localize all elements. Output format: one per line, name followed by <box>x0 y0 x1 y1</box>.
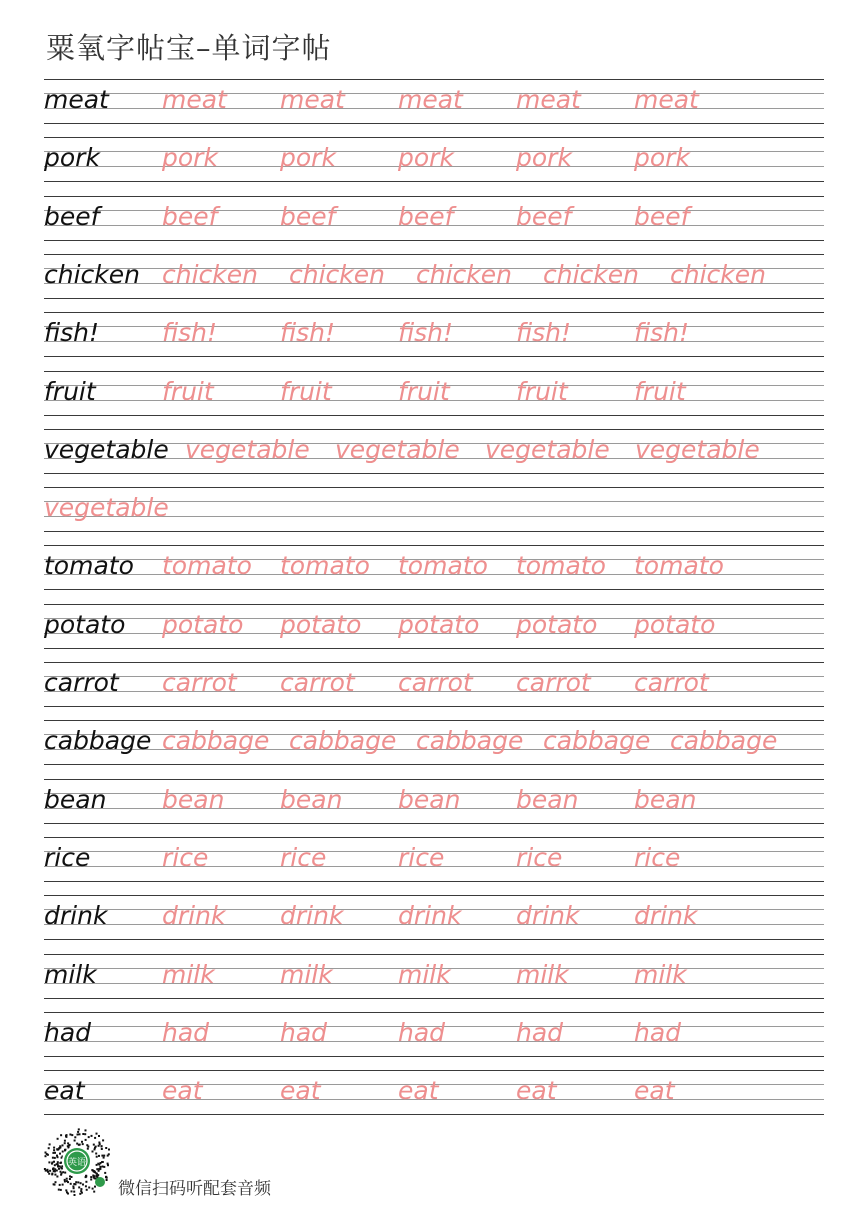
trace-word: had <box>162 1017 210 1047</box>
trace-word: chicken <box>162 259 258 289</box>
model-word: fruit <box>44 376 96 406</box>
practice-row <box>0 254 868 312</box>
trace-word: carrot <box>280 668 355 697</box>
guide-line <box>44 312 824 313</box>
trace-word: had <box>280 1017 328 1047</box>
trace-word: rice <box>280 842 327 872</box>
trace-word: chicken <box>289 259 385 289</box>
model-word: bean <box>44 784 107 814</box>
guide-line <box>44 196 824 197</box>
guide-line <box>44 954 824 955</box>
trace-word: drink <box>398 901 462 931</box>
practice-row <box>0 662 868 720</box>
practice-row <box>0 312 868 370</box>
practice-row <box>0 487 868 545</box>
trace-word: milk <box>398 959 451 989</box>
trace-word: vegetable <box>335 434 460 464</box>
trace-word: chicken <box>416 259 512 289</box>
practice-row <box>0 895 868 953</box>
guide-line <box>44 895 824 896</box>
trace-word: milk <box>634 959 687 989</box>
qr-badge-label: 英语 <box>67 1158 87 1168</box>
trace-word: pork <box>634 143 690 173</box>
trace-word: tomato <box>162 551 252 581</box>
practice-row <box>0 79 868 137</box>
guide-line <box>44 823 824 824</box>
trace-word: cabbage <box>543 726 651 756</box>
trace-word: beef <box>516 201 572 231</box>
trace-word: fruit <box>162 376 214 406</box>
trace-word: eat <box>398 1076 439 1106</box>
guide-line <box>44 181 824 182</box>
trace-word: rice <box>634 842 681 872</box>
trace-word: fruit <box>634 376 686 406</box>
model-word: meat <box>44 85 109 114</box>
trace-word: drink <box>280 901 344 931</box>
guide-line <box>44 589 824 590</box>
trace-word: pork <box>398 143 454 173</box>
trace-word: bean <box>516 784 579 814</box>
trace-word: bean <box>280 784 343 814</box>
practice-row <box>0 1012 868 1070</box>
trace-word: eat <box>516 1076 557 1106</box>
trace-word: drink <box>162 901 226 931</box>
guide-line <box>44 473 824 474</box>
trace-word: meat <box>280 85 345 114</box>
model-word: had <box>44 1017 92 1047</box>
trace-word: meat <box>398 85 463 114</box>
trace-word: beef <box>634 201 690 231</box>
trace-word: drink <box>516 901 580 931</box>
practice-row <box>0 1070 868 1128</box>
practice-row <box>0 429 868 487</box>
trace-word: vegetable <box>44 493 169 523</box>
guide-line <box>44 779 824 780</box>
guide-line <box>44 1056 824 1057</box>
trace-word: milk <box>280 959 333 989</box>
guide-line <box>44 545 824 546</box>
model-word: eat <box>44 1076 85 1106</box>
trace-word: carrot <box>516 668 591 697</box>
trace-word: bean <box>162 784 225 814</box>
guide-line <box>44 720 824 721</box>
trace-word: pork <box>162 143 218 173</box>
model-word: carrot <box>44 668 119 697</box>
trace-word: meat <box>162 85 227 114</box>
scan-caption: 微信扫码听配套音频 <box>118 1179 271 1199</box>
trace-word: cabbage <box>289 726 397 756</box>
trace-word: cabbage <box>670 726 778 756</box>
trace-word: beef <box>280 201 336 231</box>
trace-word: fish! <box>634 318 690 348</box>
guide-line <box>44 429 824 430</box>
trace-word: fruit <box>398 376 450 406</box>
guide-line <box>44 356 824 357</box>
practice-row <box>0 545 868 603</box>
model-word: potato <box>44 609 126 639</box>
trace-word: milk <box>162 959 215 989</box>
trace-word: fruit <box>280 376 332 406</box>
guide-line <box>44 939 824 940</box>
model-word: rice <box>44 842 91 872</box>
guide-line <box>44 240 824 241</box>
trace-word: carrot <box>398 668 473 697</box>
trace-word: carrot <box>162 668 237 697</box>
guide-line <box>44 604 824 605</box>
trace-word: potato <box>280 609 362 639</box>
trace-word: vegetable <box>185 434 310 464</box>
trace-word: chicken <box>670 259 766 289</box>
trace-word: bean <box>634 784 697 814</box>
model-word: drink <box>44 901 108 931</box>
trace-word: fruit <box>516 376 568 406</box>
trace-word: beef <box>398 201 454 231</box>
trace-word: eat <box>634 1076 675 1106</box>
model-word: cabbage <box>44 726 152 756</box>
guide-line <box>44 487 824 488</box>
guide-line <box>44 415 824 416</box>
trace-word: eat <box>280 1076 321 1106</box>
trace-word: cabbage <box>162 726 270 756</box>
trace-word: fish! <box>162 318 218 348</box>
model-word: fish! <box>44 318 100 348</box>
guide-line <box>44 79 824 80</box>
trace-word: potato <box>398 609 480 639</box>
trace-word: bean <box>398 784 461 814</box>
trace-word: fish! <box>516 318 572 348</box>
guide-line <box>44 298 824 299</box>
trace-word: cabbage <box>416 726 524 756</box>
footer <box>40 1126 440 1198</box>
practice-row <box>0 954 868 1012</box>
practice-row <box>0 720 868 778</box>
guide-line <box>44 881 824 882</box>
guide-line <box>44 662 824 663</box>
trace-word: tomato <box>280 551 370 581</box>
qr-code-icon[interactable] <box>42 1126 112 1196</box>
trace-word: drink <box>634 901 698 931</box>
trace-word: beef <box>162 201 218 231</box>
trace-word: meat <box>516 85 581 114</box>
guide-line <box>44 137 824 138</box>
trace-word: chicken <box>543 259 639 289</box>
guide-line <box>44 706 824 707</box>
trace-word: fish! <box>398 318 454 348</box>
guide-line <box>44 764 824 765</box>
trace-word: milk <box>516 959 569 989</box>
trace-word: had <box>634 1017 682 1047</box>
model-word: pork <box>44 143 100 173</box>
model-word: vegetable <box>44 434 169 464</box>
guide-line <box>44 1114 824 1115</box>
practice-row <box>0 196 868 254</box>
practice-row <box>0 779 868 837</box>
trace-word: had <box>398 1017 446 1047</box>
model-word: tomato <box>44 551 134 581</box>
trace-word: eat <box>162 1076 203 1106</box>
trace-word: rice <box>516 842 563 872</box>
trace-word: had <box>516 1017 564 1047</box>
practice-row <box>0 137 868 195</box>
practice-row <box>0 604 868 662</box>
trace-word: pork <box>516 143 572 173</box>
trace-word: potato <box>516 609 598 639</box>
guide-line <box>44 254 824 255</box>
trace-word: rice <box>398 842 445 872</box>
trace-word: potato <box>634 609 716 639</box>
model-word: chicken <box>44 259 140 289</box>
guide-line <box>44 1070 824 1071</box>
trace-word: vegetable <box>635 434 760 464</box>
trace-word: tomato <box>516 551 606 581</box>
trace-word: carrot <box>634 668 709 697</box>
model-word: beef <box>44 201 100 231</box>
guide-line <box>44 1012 824 1013</box>
trace-word: tomato <box>634 551 724 581</box>
guide-line <box>44 123 824 124</box>
trace-word: potato <box>162 609 244 639</box>
practice-row <box>0 371 868 429</box>
practice-row <box>0 837 868 895</box>
trace-word: vegetable <box>485 434 610 464</box>
trace-word: rice <box>162 842 209 872</box>
page-title: 粟氧字帖宝–单词字帖 <box>46 31 332 65</box>
trace-word: tomato <box>398 551 488 581</box>
trace-word: pork <box>280 143 336 173</box>
guide-line <box>44 648 824 649</box>
guide-line <box>44 998 824 999</box>
model-word: milk <box>44 959 97 989</box>
guide-line <box>44 837 824 838</box>
trace-word: fish! <box>280 318 336 348</box>
guide-line <box>44 531 824 532</box>
guide-line <box>44 371 824 372</box>
trace-word: meat <box>634 85 699 114</box>
